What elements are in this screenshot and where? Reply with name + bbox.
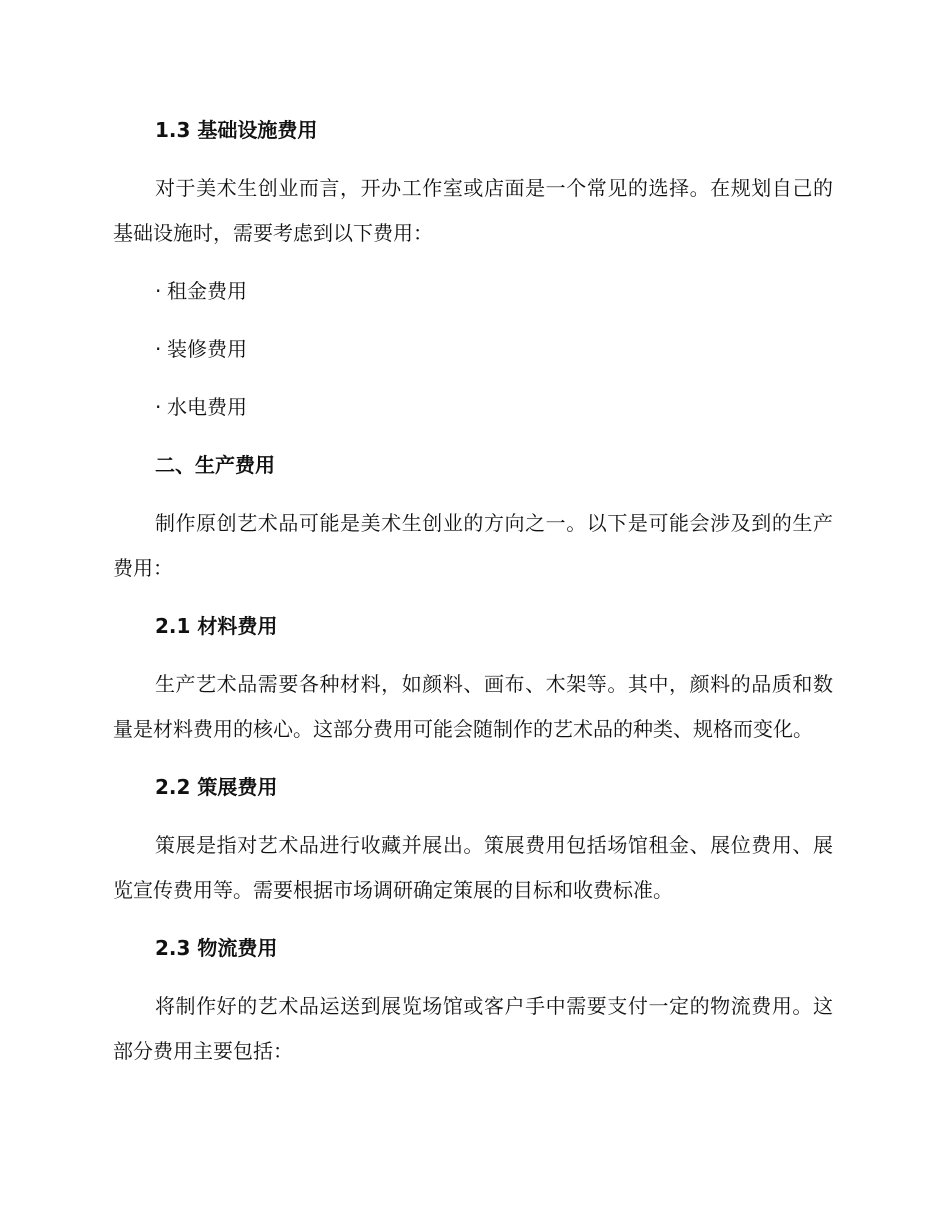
paragraph-materials: 生产艺术品需要各种材料，如颜料、画布、木架等。其中，颜料的品质和数量是材料费用的核心。这部分费用可能会随制作的艺术品的种类、规格而变化。: [113, 672, 833, 741]
bullet-dot-icon: ·: [155, 395, 162, 419]
heading-2-3: 2.3 物流费用: [155, 936, 278, 960]
bullet-item-utilities: [113, 385, 833, 429]
heading-section-2: 二、生产费用: [155, 453, 275, 477]
bullet-label: 租金费用: [167, 279, 247, 303]
bullet-label: 水电费用: [167, 395, 247, 419]
bullet-label: 装修费用: [167, 337, 247, 361]
document-body: [113, 108, 833, 1087]
paragraph-logistics: 将制作好的艺术品运送到展览场馆或客户手中需要支付一定的物流费用。这部分费用主要包括：: [113, 994, 833, 1063]
bullet-dot-icon: ·: [155, 337, 162, 361]
paragraph-curation: 策展是指对艺术品进行收藏并展出。策展费用包括场馆租金、展位费用、展览宣传费用等。需要根据市场调研确定策展的目标和收费标准。: [113, 833, 833, 902]
heading-2-2: 2.2 策展费用: [155, 775, 278, 799]
heading-2-1: 2.1 材料费用: [155, 614, 278, 638]
bullet-dot-icon: ·: [155, 279, 162, 303]
bullet-item-rent: [113, 269, 833, 313]
paragraph-production: 制作原创艺术品可能是美术生创业的方向之一。以下是可能会涉及到的生产费用：: [113, 511, 833, 580]
bullet-item-renovation: [113, 327, 833, 371]
heading-1-3: 1.3 基础设施费用: [155, 118, 318, 142]
paragraph-infrastructure: 对于美术生创业而言，开办工作室或店面是一个常见的选择。在规划自己的基础设施时，需要考虑到以下费用：: [113, 176, 833, 245]
